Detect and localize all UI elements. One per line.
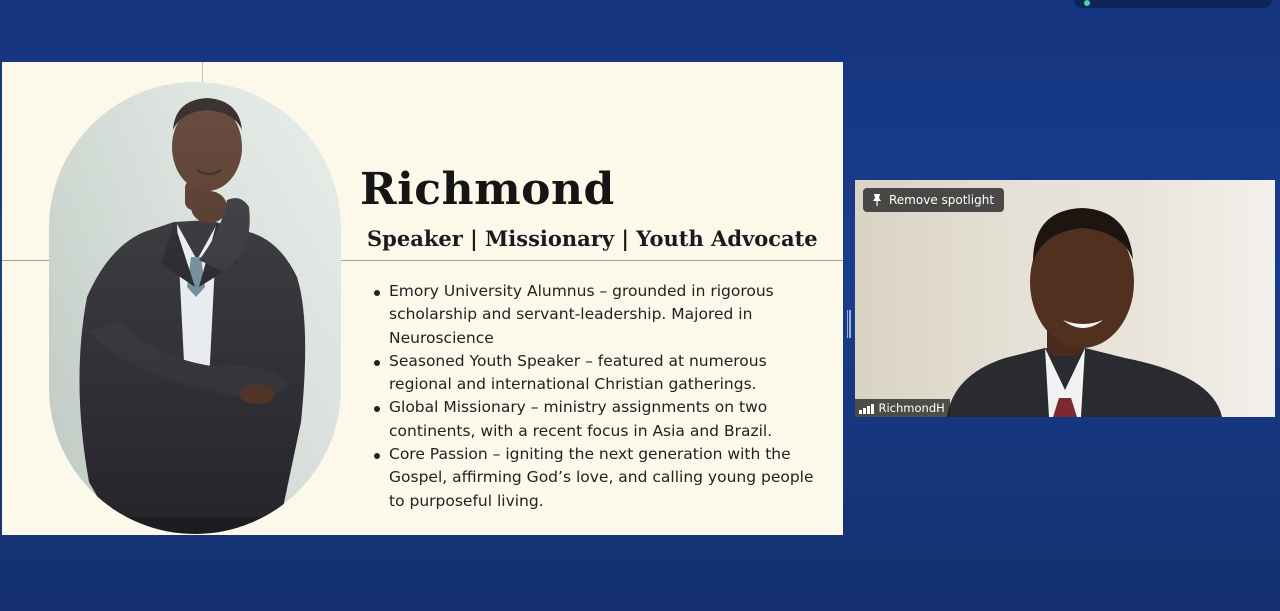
slide-divider-right — [340, 260, 843, 261]
slide-subtitle: Speaker | Missionary | Youth Advocate — [367, 226, 818, 251]
panel-resize-handle[interactable] — [846, 310, 851, 338]
list-item: Emory University Alumnus – grounded in rigorous scholarship and servant-leadership. Majored in Neuroscience — [372, 280, 832, 350]
participant-name-tag — [855, 399, 950, 417]
remove-spotlight-button[interactable] — [863, 188, 1004, 212]
slide-divider-left — [2, 260, 50, 261]
list-item: Global Missionary – ministry assignments on two continents, with a recent focus in Asia and Brazil. — [372, 396, 832, 443]
pin-icon — [871, 193, 883, 207]
top-toolbar-pill[interactable] — [1074, 0, 1272, 8]
slide-title: Richmond — [360, 164, 615, 215]
signal-icon — [859, 403, 874, 414]
list-item: Core Passion – igniting the next generation with the Gospel, affirming God’s love, and calling young people to purposeful living. — [372, 443, 832, 513]
participant-name: RichmondH — [878, 401, 945, 415]
bio-bullet-list — [372, 280, 832, 513]
list-item: Seasoned Youth Speaker – featured at numerous regional and international Christian gatherings. — [372, 350, 832, 397]
participant-video-tile[interactable] — [855, 180, 1275, 417]
remove-spotlight-label: Remove spotlight — [889, 193, 995, 207]
status-dot-icon — [1084, 0, 1090, 6]
participant-video-image — [855, 180, 1275, 417]
speaker-photo — [49, 82, 341, 534]
slide-divider-vertical — [202, 62, 203, 84]
shared-screen-slide — [2, 62, 843, 535]
